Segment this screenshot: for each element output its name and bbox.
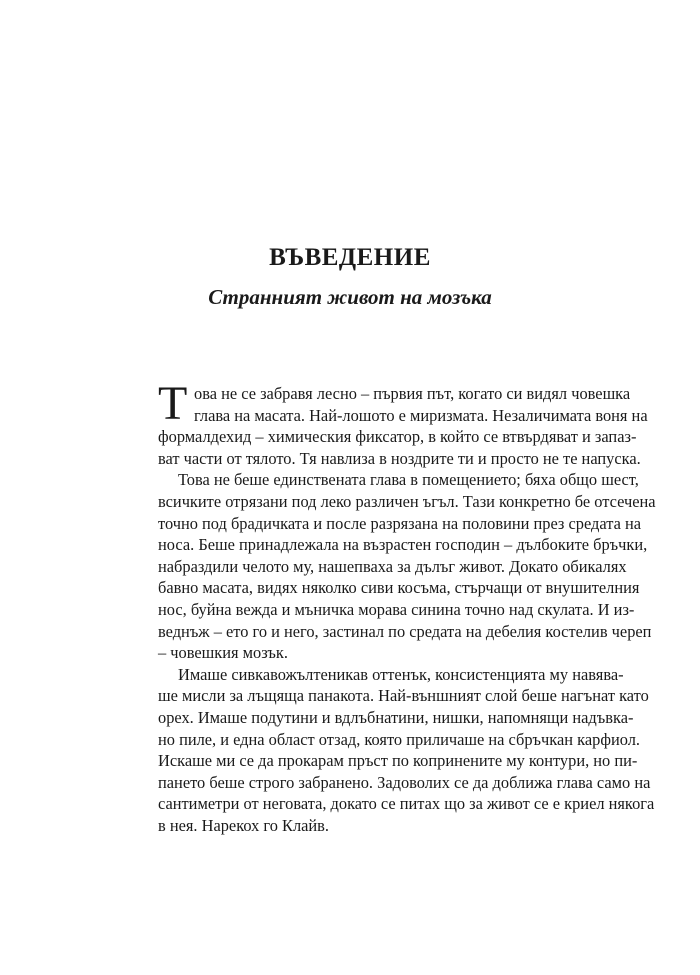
text-line: Искаше ми се да прокарам пръст по копринените му контури, но пи- (158, 751, 638, 771)
text-line: но пиле, и една област отзад, която приличаше на сбръчкан карфиол. (158, 729, 640, 749)
text-line: – човешкия мозък. (158, 643, 288, 663)
text-line: формалдехид – химическия фиксатор, в който се втвърдяват и запаз- (158, 427, 637, 447)
text-line: ше мисли за лъщяща панакота. Най-външният слой беше нагънат като (158, 686, 649, 706)
text-line: точно под брадичката и после разрязана на половини през средата на (158, 513, 642, 533)
paragraph (158, 377, 648, 469)
chapter-body (158, 377, 656, 836)
text-line: набраздили челото му, нашепваха за дълъг живот. Докато обикалях (158, 556, 627, 576)
text-line: ват части от тялото. Тя навлиза в ноздрите ти и просто не те напуска. (158, 448, 641, 468)
chapter-subtitle: Странният живот на мозъка (208, 285, 492, 309)
text-line: носа. Беше принадлежала на възрастен господин – дълбоките бръчки, (158, 535, 648, 555)
text-line: всичките отрязани под леко различен ъгъл. Тази конкретно бе отсечена (158, 491, 656, 511)
text-line: глава на масата. Най-лошото е миризмата. Незаличимата воня на (194, 405, 648, 425)
drop-cap: Т (158, 377, 188, 430)
text-line: сантиметри от неговата, докато се питах що за живот се е криел някога (158, 794, 655, 814)
chapter-title: ВЪВЕДЕНИЕ (269, 244, 431, 271)
text-line: пането беше строго забранено. Задоволих се да доближа глава само на (158, 772, 651, 792)
text-line: Имаше сивкавожълтеникав оттенък, консистенцията му навява- (178, 664, 624, 684)
text-line: бавно масата, видях няколко сиви косъма, стърчащи от внушителния (158, 578, 640, 598)
text-line: в нея. Нарекох го Клайв. (158, 815, 330, 835)
text-line: Това не беше единствената глава в помещението; бяха общо шест, (178, 470, 639, 490)
text-line: ова не се забравя лесно – първия път, когато си видял човешка (194, 384, 631, 403)
text-line: нос, буйна вежда и мъничка морава синина точно над скулата. И из- (158, 599, 635, 619)
text-line: веднъж – ето го и него, застинал по средата на дебелия костелив череп (158, 621, 652, 641)
text-line: орех. Имаше подутини и вдлъбнатини, нишки, напомнящи надъвка- (158, 707, 634, 727)
paragraph (158, 469, 656, 663)
paragraph (158, 664, 655, 837)
